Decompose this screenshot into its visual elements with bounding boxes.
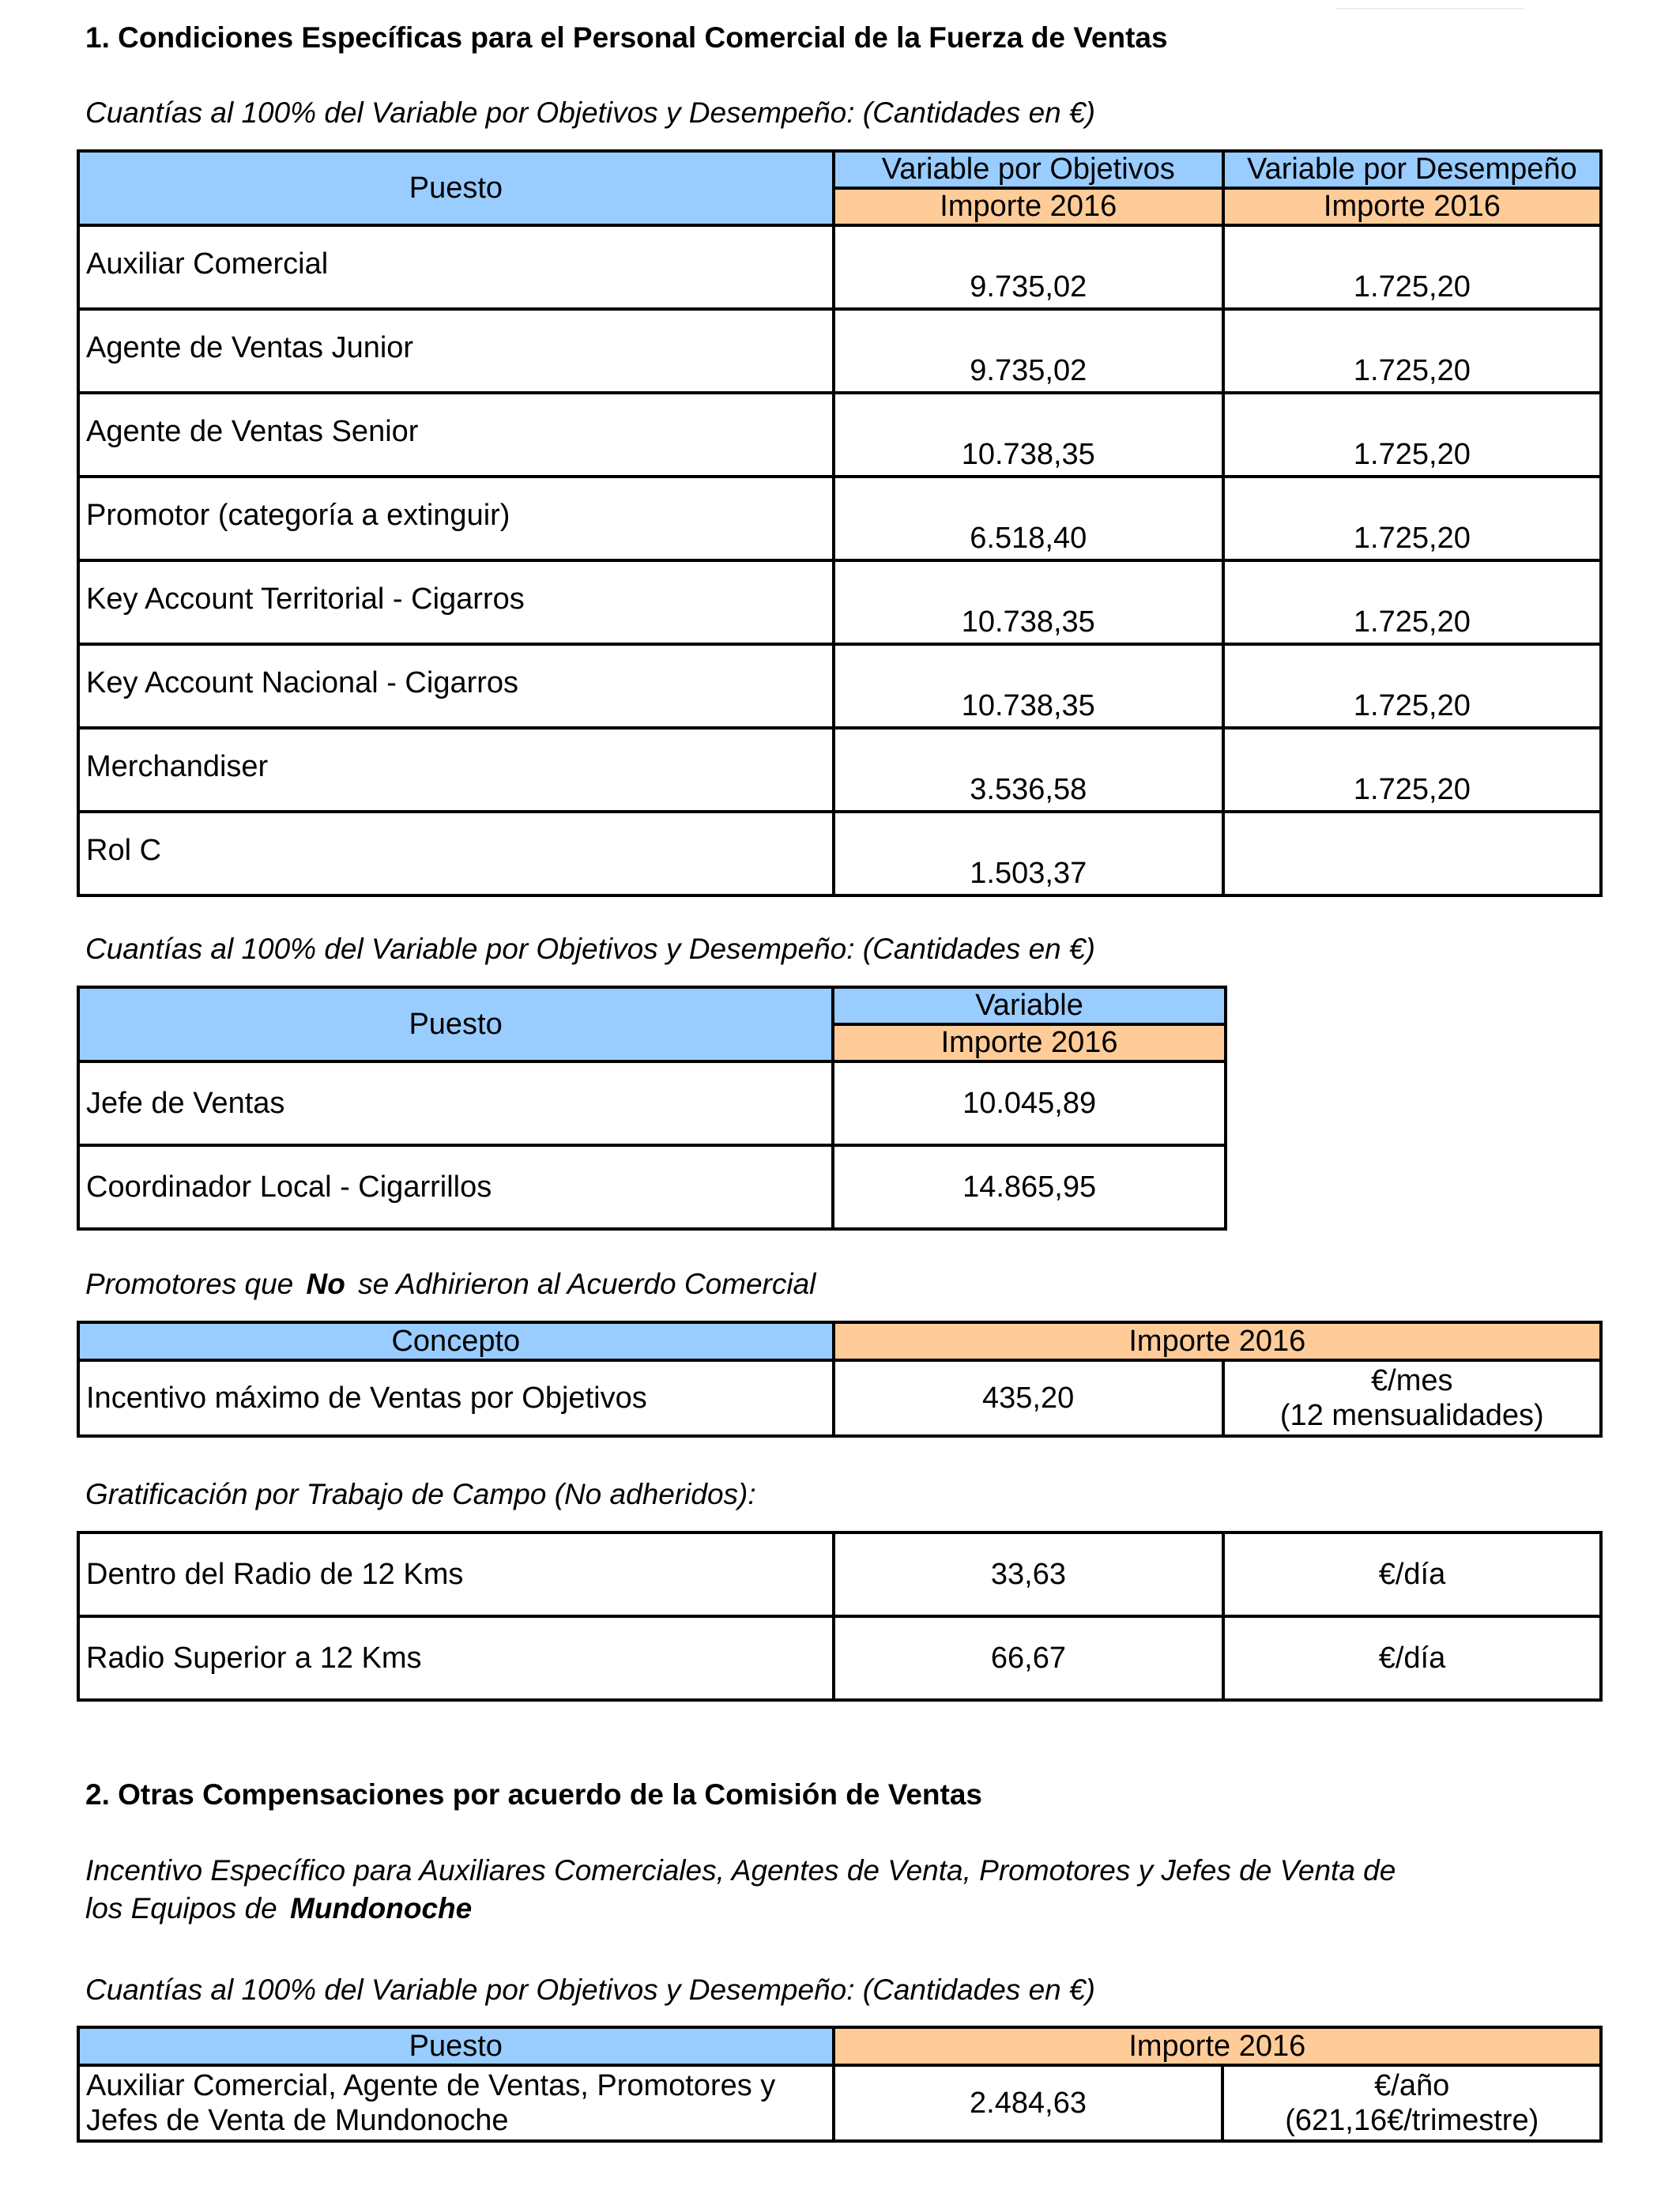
cell-desempeno: [1223, 812, 1601, 895]
table-row: [78, 477, 1601, 560]
table-promotores-no-adheridos: [77, 1321, 1603, 1438]
header-concepto: Concepto: [78, 1322, 834, 1360]
subheader-importe-objetivos: Importe 2016: [834, 188, 1223, 225]
cell-objetivos: 9.735,02: [834, 309, 1223, 393]
cell-objetivos: 6.518,40: [834, 477, 1223, 560]
cell-unidad: €/día: [1223, 1532, 1601, 1616]
cell-objetivos: 10.738,35: [834, 644, 1223, 728]
cell-puesto: Key Account Territorial - Cigarros: [78, 560, 834, 644]
cell-valor: 10.045,89: [833, 1061, 1226, 1145]
cell-desempeno: 1.725,20: [1223, 225, 1601, 309]
cell-puesto: Key Account Nacional - Cigarros: [78, 644, 834, 728]
unit-line-1: €/año: [1374, 2069, 1450, 2102]
cell-puesto: Auxiliar Comercial: [78, 225, 834, 309]
cell-unidad: [1222, 2065, 1601, 2141]
cell-puesto: Merchandiser: [78, 728, 834, 812]
puesto-line-2: Jefes de Venta de Mundonoche: [86, 2104, 509, 2137]
cell-objetivos: 9.735,02: [834, 225, 1223, 309]
caption-3-post: se Adhirieron al Acuerdo Comercial: [358, 1268, 816, 1300]
caption-section-2-line-1: Incentivo Específico para Auxiliares Comerciales, Agentes de Venta, Promotores y Jefes de Venta de: [85, 1854, 1396, 1887]
cell-valor: 33,63: [834, 1532, 1223, 1616]
cell-desempeno: 1.725,20: [1223, 309, 1601, 393]
puesto-line-1: Auxiliar Comercial, Agente de Ventas, Promotores y: [86, 2069, 776, 2102]
cell-concepto: Incentivo máximo de Ventas por Objetivos: [78, 1360, 834, 1436]
cell-concepto: Radio Superior a 12 Kms: [78, 1616, 834, 1700]
cell-valor: 435,20: [834, 1360, 1223, 1436]
cell-desempeno: 1.725,20: [1223, 644, 1601, 728]
cell-puesto: Coordinador Local - Cigarrillos: [78, 1145, 833, 1229]
subheader-importe-desempeno: Importe 2016: [1223, 188, 1601, 225]
table-row: [78, 1061, 1226, 1145]
caption-line-2-bold: Mundonoche: [290, 1892, 473, 1924]
caption-3-bold: No: [306, 1268, 345, 1300]
header-puesto: Puesto: [78, 151, 834, 225]
table-row: [78, 225, 1601, 309]
cell-desempeno: 1.725,20: [1223, 393, 1601, 477]
caption-table-3: [85, 1268, 816, 1301]
cell-unidad: €/día: [1223, 1616, 1601, 1700]
section-1-title: 1. Condiciones Específicas para el Personal Comercial de la Fuerza de Ventas: [85, 21, 1168, 54]
cell-puesto: [78, 2065, 834, 2141]
cell-desempeno: 1.725,20: [1223, 728, 1601, 812]
caption-section-2-line-2: [85, 1892, 472, 1925]
cell-objetivos: 10.738,35: [834, 393, 1223, 477]
cell-objetivos: 3.536,58: [834, 728, 1223, 812]
unit-line-2: (621,16€/trimestre): [1285, 2104, 1539, 2137]
section-2-title: 2. Otras Compensaciones por acuerdo de la Comisión de Ventas: [85, 1778, 983, 1811]
header-variable: Variable: [833, 987, 1226, 1024]
table-row: [78, 560, 1601, 644]
cell-objetivos: 10.738,35: [834, 560, 1223, 644]
header-variable-objetivos: Variable por Objetivos: [834, 151, 1223, 188]
cell-desempeno: 1.725,20: [1223, 477, 1601, 560]
table-row: [78, 812, 1601, 895]
cell-concepto: Dentro del Radio de 12 Kms: [78, 1532, 834, 1616]
unit-line-2: (12 mensualidades): [1279, 1399, 1544, 1432]
cell-objetivos: 1.503,37: [834, 812, 1223, 895]
table-trabajo-campo: [77, 1531, 1603, 1702]
table-row: [78, 1532, 1601, 1616]
caption-table-5: Cuantías al 100% del Variable por Objetivos y Desempeño: (Cantidades en €): [85, 1973, 1095, 2006]
header-importe: Importe 2016: [834, 2027, 1601, 2065]
cell-desempeno: 1.725,20: [1223, 560, 1601, 644]
unit-line-1: €/mes: [1371, 1364, 1453, 1397]
cell-puesto: Rol C: [78, 812, 834, 895]
table-variable-jefes: [77, 986, 1227, 1231]
cell-unidad: [1223, 1360, 1601, 1436]
header-puesto: Puesto: [78, 2027, 834, 2065]
caption-3-pre: Promotores que: [85, 1268, 294, 1300]
header-variable-desempeno: Variable por Desempeño: [1223, 151, 1601, 188]
table-row: [78, 728, 1601, 812]
caption-line-2-pre: los Equipos de: [85, 1892, 277, 1924]
table-row: [78, 1360, 1601, 1436]
cell-puesto: Promotor (categoría a extinguir): [78, 477, 834, 560]
cell-puesto: Agente de Ventas Senior: [78, 393, 834, 477]
table-row: [78, 2065, 1601, 2141]
table-row: [78, 1145, 1226, 1229]
table-row: [78, 1616, 1601, 1700]
subheader-importe: Importe 2016: [833, 1024, 1226, 1061]
table-variable-objetivos-desempeno: [77, 149, 1603, 897]
page-top-rule: [1335, 0, 1525, 9]
cell-puesto: Jefe de Ventas: [78, 1061, 833, 1145]
table-row: [78, 393, 1601, 477]
caption-table-2: Cuantías al 100% del Variable por Objetivos y Desempeño: (Cantidades en €): [85, 933, 1095, 965]
cell-puesto: Agente de Ventas Junior: [78, 309, 834, 393]
header-importe: Importe 2016: [834, 1322, 1601, 1360]
caption-table-1: Cuantías al 100% del Variable por Objetivos y Desempeño: (Cantidades en €): [85, 96, 1095, 129]
cell-valor: 2.484,63: [834, 2065, 1223, 2141]
cell-valor: 66,67: [834, 1616, 1223, 1700]
cell-valor: 14.865,95: [833, 1145, 1226, 1229]
header-puesto: Puesto: [78, 987, 833, 1061]
table-row: [78, 309, 1601, 393]
table-row: [78, 644, 1601, 728]
table-mundonoche: [77, 2026, 1603, 2143]
caption-table-4: Gratificación por Trabajo de Campo (No adheridos):: [85, 1478, 756, 1510]
